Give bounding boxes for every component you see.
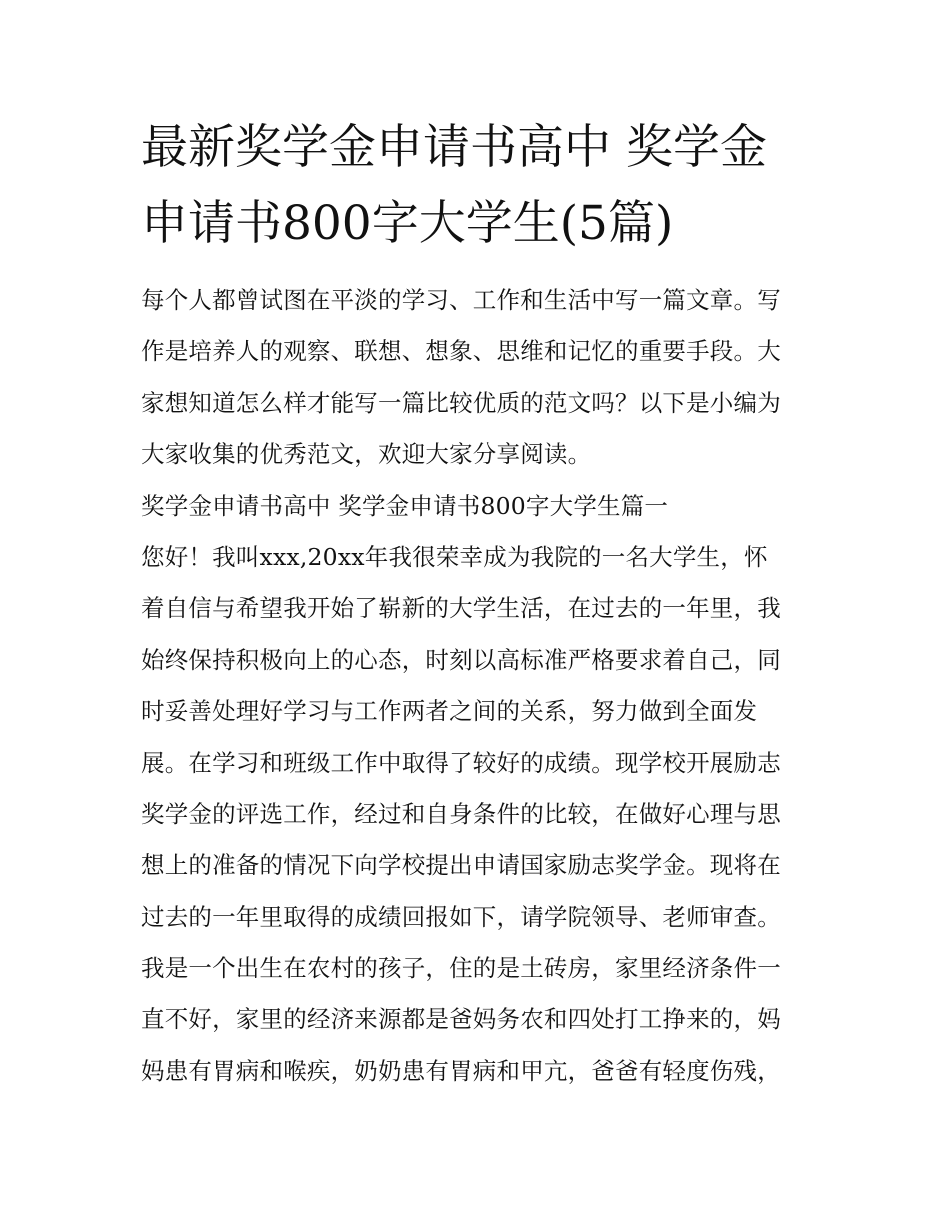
body-line: 奖学金的评选工作，经过和自身条件的比较，在做好心理与思 bbox=[141, 799, 781, 828]
document-page bbox=[141, 110, 813, 1097]
body-line: 您好！我叫xxx,20xx年我很荣幸成为我院的一名大学生，怀 bbox=[141, 542, 768, 571]
body-line: 大家收集的优秀范文，欢迎大家分享阅读。 bbox=[141, 440, 592, 469]
body-line: 展。在学习和班级工作中取得了较好的成绩。现学校开展励志 bbox=[141, 748, 781, 777]
body-line: 始终保持积极向上的心态，时刻以高标准严格要求着自己，同 bbox=[141, 645, 781, 674]
document-body bbox=[141, 275, 813, 1097]
body-line: 每个人都曾试图在平淡的学习、工作和生活中写一篇文章。写 bbox=[141, 286, 781, 314]
document-title bbox=[141, 110, 813, 262]
body-line: 家想知道怎么样才能写一篇比较优质的范文吗？以下是小编为 bbox=[141, 388, 781, 417]
body-line: 想上的准备的情况下向学校提出申请国家励志奖学金。现将在 bbox=[141, 851, 781, 880]
title-line-1: 最新奖学金申请书高中 奖学金 bbox=[141, 120, 767, 175]
body-line: 作是培养人的观察、联想、想象、思维和记忆的重要手段。大 bbox=[141, 337, 781, 366]
section-heading: 奖学金申请书高中 奖学金申请书800字大学生篇一 bbox=[141, 491, 669, 520]
body-line: 直不好，家里的经济来源都是爸妈务农和四处打工挣来的，妈 bbox=[141, 1005, 781, 1034]
body-line: 妈患有胃病和喉疾，奶奶患有胃病和甲亢，爸爸有轻度伤残， bbox=[141, 1056, 781, 1085]
body-line: 着自信与希望我开始了崭新的大学生活，在过去的一年里，我 bbox=[141, 594, 781, 623]
title-line-2: 申请书800字大学生(5篇) bbox=[141, 196, 674, 251]
body-line: 时妥善处理好学习与工作两者之间的关系，努力做到全面发 bbox=[141, 697, 758, 726]
body-line: 过去的一年里取得的成绩回报如下，请学院领导、老师审查。 bbox=[141, 902, 781, 931]
body-line: 我是一个出生在农村的孩子，住的是土砖房，家里经济条件一 bbox=[141, 954, 781, 983]
